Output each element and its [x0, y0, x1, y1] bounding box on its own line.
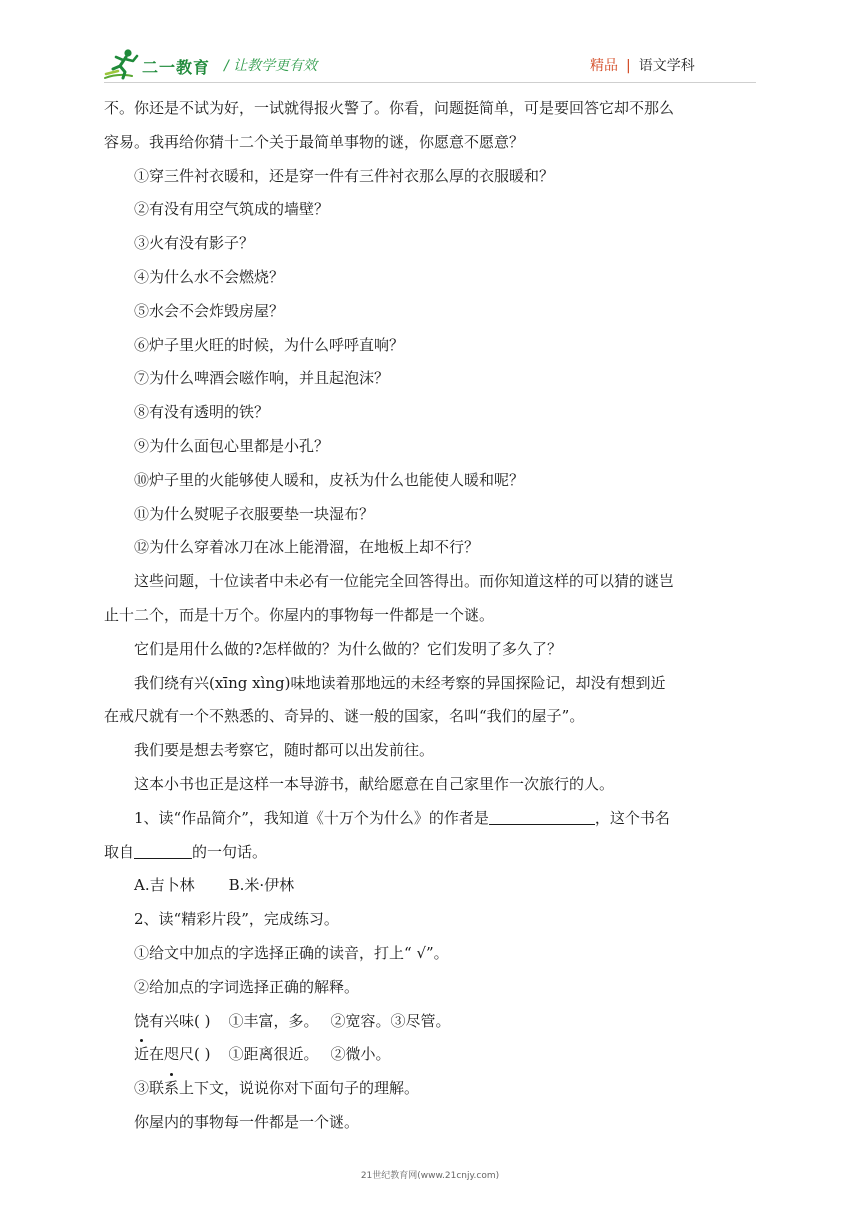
term-1-row [104, 1005, 764, 1039]
option-a: A.吉卜林 [134, 876, 195, 895]
document-body [104, 92, 764, 1140]
riddle-item: ②有没有用空气筑成的墙壁？ [134, 200, 330, 219]
page-footer: 21世纪教育网(www.21cnjy.com) [360, 1171, 500, 1181]
paragraph-line: 这些问题，十位读者中未必有一位能完全回答得出。而你知道这样的可以猜的谜岂 [134, 572, 675, 591]
logo [104, 47, 220, 83]
riddle-item: ⑪为什么熨呢子衣服要垫一块湿布？ [134, 504, 375, 523]
paragraph-line: 我们绕有兴(xīng xìng)味地读着那地远的未经考察的异国探险记，却没有想到近 [134, 673, 666, 692]
logo-text: 二一教育 [142, 58, 211, 77]
intro-line-1: 不。你还是不试为好，一试就得报火警了。你看，问题挺简单，可是要回答它却不那么 [104, 99, 675, 117]
header-separator: | [626, 58, 631, 74]
term-2-prefix: 近在 [134, 1045, 165, 1064]
answer-options [104, 869, 764, 903]
riddle-item: ④为什么水不会燃烧？ [134, 267, 285, 286]
quality-label: 精品 [590, 58, 618, 74]
term-1-option-2: ②宽容。③尽管。 [330, 1011, 451, 1030]
term-2-option-1: ①距离很近。 [228, 1045, 319, 1064]
question-1-text-cont: ，这个书名 [594, 808, 670, 827]
term-1-option-1: ①丰富，多。 [228, 1011, 319, 1030]
riddle-item: ⑨为什么面包心里都是小孔？ [134, 436, 330, 455]
source-answer-blank[interactable] [134, 840, 192, 859]
riddle-item: ⑩炉子里的火能够使人暖和，皮袄为什么也能使人暖和呢？ [134, 470, 525, 489]
paragraph-line: 在戒尺就有一个不熟悉的、奇异的、谜一般的国家，名叫“我们的屋子”。 [104, 707, 585, 726]
paragraph-line: 我们要是想去考察它，随时都可以出发前往。 [134, 741, 435, 760]
question-1-line-2-start: 取自 [104, 842, 135, 861]
header-slogan: / 让教学更有效 [224, 58, 318, 74]
paragraph-line: 这本小书也正是这样一本导游书，献给愿意在自己家里作一次旅行的人。 [134, 774, 615, 793]
riddle-item: ⑫为什么穿着冰刀在冰上能滑溜，在地板上却不行？ [134, 538, 480, 557]
question-1-line-2 [104, 836, 764, 870]
term-2-option-2: ②微小。 [330, 1045, 391, 1064]
running-figure-icon [104, 47, 140, 81]
riddle-item: ①穿三件衬衣暖和，还是穿一件有三件衬衣那么厚的衣服暖和？ [134, 166, 555, 185]
header-right [590, 55, 695, 75]
question-1-text: 1、读“作品简介”，我知道《十万个为什么》的作者是 [134, 808, 489, 827]
question-1-line-2-end: 的一句话。 [192, 842, 268, 861]
question-2-sub-1: ①给文中加点的字选择正确的读音，打上“ √”。 [134, 943, 449, 962]
subject-label: 语文学科 [638, 58, 695, 74]
riddle-item: ⑤水会不会炸毁房屋？ [134, 301, 285, 320]
term-1-text: 有兴味( ) [149, 1011, 211, 1030]
riddle-item: ⑧有没有透明的铁？ [134, 403, 270, 422]
question-2: 2、读“精彩片段”，完成练习。 [134, 910, 339, 929]
term-2-text: 尺( ) [179, 1045, 211, 1064]
dotted-character: 饶 [134, 1005, 149, 1039]
option-b: B.米·伊林 [228, 876, 295, 895]
page-header [0, 0, 860, 90]
quoted-sentence: 你屋内的事物每一件都是一个谜。 [134, 1112, 360, 1131]
author-answer-blank[interactable] [489, 806, 595, 825]
term-2-row [104, 1038, 764, 1072]
paragraph-line: 止十二个，而是十万个。你屋内的事物每一件都是一个谜。 [104, 605, 495, 624]
dotted-character: 咫 [164, 1038, 179, 1072]
riddle-item: ③火有没有影子？ [134, 234, 255, 253]
intro-line-2: 容易。我再给你猜十二个关于最简单事物的谜，你愿意不愿意？ [104, 132, 525, 151]
question-1 [104, 802, 764, 836]
riddle-item: ⑥炉子里火旺的时候，为什么呼呼直响？ [134, 335, 405, 354]
question-2-sub-2: ②给加点的字词选择正确的解释。 [134, 977, 360, 996]
riddle-item: ⑦为什么啤酒会嗞作响，并且起泡沫？ [134, 369, 390, 388]
header-divider [104, 82, 756, 83]
question-2-sub-3: ③联系上下文，说说你对下面句子的理解。 [134, 1079, 420, 1098]
paragraph-line: 它们是用什么做的?怎样做的？为什么做的？它们发明了多久了？ [134, 639, 563, 658]
